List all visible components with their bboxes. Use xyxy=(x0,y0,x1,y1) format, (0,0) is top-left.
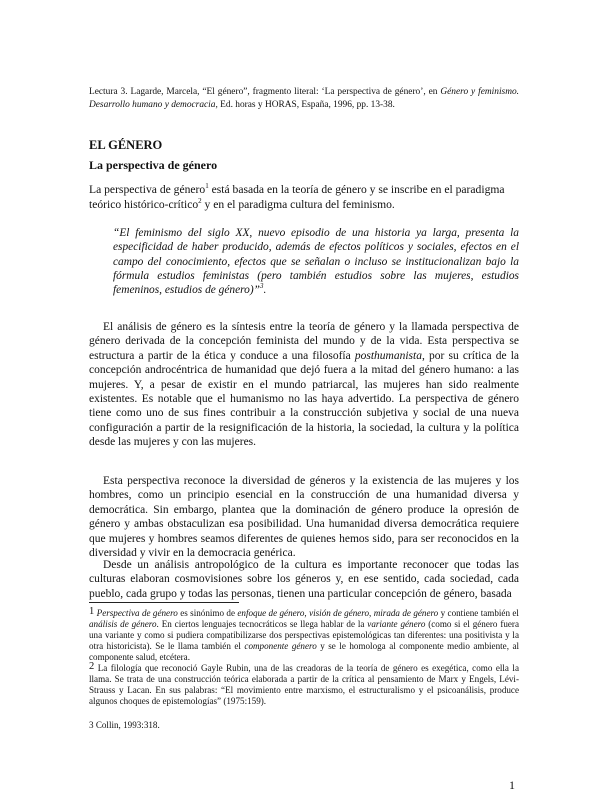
footnote-ref-3: 3 xyxy=(260,282,264,291)
body-paragraph-2: Esta perspectiva reconoce la diversidad de géneros y la existencia de las mujeres y los hombres, como un principio esencial en la construcción de una humanidad diversa y democrática. Sin embargo, plantea que la dominación de género produce la opresión de género y ambas obstaculizan esa posibilidad. Una humanidad diversa democrática requiere que mujeres y hombres seamos diferentes de quienes hemos sido, para ser reconocidos en la diversidad y vivir en la democracia genérica. xyxy=(89,475,519,560)
footnote-3: 3 Collin, 1993:318. xyxy=(89,720,160,730)
quote-text: “El feminismo del siglo XX, nuevo episodio de una historia ya larga, presenta la especificidad de haber producido, además de efectos políticos y sociales, efectos en el campo del conocimiento, efectos que se señalan o incluso se institucionalizan bajo la fórmula estudios feministas (pero también estudios sobre las mujeres, estudios femeninos, estudios de género)” xyxy=(113,227,519,297)
footnote-2-mark: 2 xyxy=(89,661,95,672)
intro-paragraph xyxy=(89,183,519,212)
page-number: 1 xyxy=(509,778,515,792)
fn1-text: (como si el género fuera una variante y como si pudiera compatibilizarse dos perspectivas epistemológicas tan diferentes: una positivista y la otra historicista). Se le llama también el xyxy=(89,619,519,652)
p1-text-b: , por su crítica de la concepción androcéntrica de humanidad que dejó fuera a la mitad del género humano: a las mujeres. Y, a pesar de existir en el mundo patriarcal, las mujeres han sido realmente existentes. Es notable que el humanismo no las haya advertido. La perspectiva de género tiene como uno de sus fines contribuir a la construcción subjetiva y social de una nueva configuración a partir de la resignificación de la historia, la sociedad, la cultura y la política desde las mujeres y con las mujeres. xyxy=(89,349,520,449)
body-paragraph-3: Desde un análisis antropológico de la cultura es importante reconocer que todas las culturas elaboran cosmovisiones sobre los géneros y, en ese sentido, cada sociedad, cada pueblo, cada grupo y todas las personas, tienen una particular concepción de género, basada xyxy=(89,559,519,600)
intro-text-1: La perspectiva de género xyxy=(89,183,206,196)
fn1-text: es sinónimo de xyxy=(177,608,238,618)
fn1-term: análisis de género xyxy=(89,619,157,630)
intro-text-2: está basada en la teoría de género y se inscribe en el paradigma teórico histórico-crítico xyxy=(89,183,505,211)
citation-suffix: Ed. horas y HORAS, España, 1996, pp. 13-38. xyxy=(217,100,395,110)
footnote-1 xyxy=(89,606,519,663)
quote-end: . xyxy=(263,284,267,297)
footnote-ref-1: 1 xyxy=(205,182,209,191)
fn1-text: y se le homologa al componente medio ambiente, al componente salud, etcétera. xyxy=(89,641,520,663)
fn1-term: visión de género xyxy=(309,608,370,618)
section-heading: EL GÉNERO xyxy=(89,138,163,152)
fn1-term: mirada de género xyxy=(373,608,439,618)
section-subheading: La perspectiva de género xyxy=(89,158,218,172)
block-quote xyxy=(113,226,519,297)
footnote-2-text: La filología que reconoció Gayle Rubin, una de las creadoras de la teoría de género es exegética, como ella la llama. Se trata de una construcción teórica elaborada a partir de la crítica al pensamiento de Marx y Engels, Lévi-Strauss y Lacan. En sus palabras: “El movimiento entre marxismo, el estructuralismo y el psicoanálisis, produce algunos choques de epistemologías” (1975:159). xyxy=(89,663,519,707)
reading-citation xyxy=(89,86,519,112)
body-paragraph-1 xyxy=(89,320,519,450)
fn1-text: , xyxy=(304,608,310,618)
p1-emphasis: posthumanista xyxy=(354,349,422,362)
fn1-term: variante género xyxy=(367,619,426,630)
fn1-text: . En ciertos lenguajes tecnocráticos se llega hablar de la xyxy=(156,619,368,630)
p1-text-a: El análisis de género es la síntesis entre la teoría de género y la llamada perspectiva de género derivada de la concepción feminista del mundo y de la vida. Esta perspectiva se estructura a partir de la ética y conduce a una filosofía xyxy=(89,321,519,362)
footnote-separator xyxy=(89,602,239,603)
footnote-2 xyxy=(89,661,519,707)
fn1-text: , xyxy=(369,608,374,618)
fn1-term: componente género xyxy=(244,641,317,652)
footnote-1-mark: 1 xyxy=(89,606,95,617)
citation-prefix: Lectura 3. Lagarde, Marcela, “El género”, fragmento literal: ‘La perspectiva de género’, en xyxy=(89,87,441,97)
fn1-text: y contiene también el xyxy=(438,608,519,618)
fn1-term: Perspectiva de género xyxy=(96,608,178,618)
fn1-term: enfoque de género xyxy=(237,608,305,618)
footnote-ref-2: 2 xyxy=(198,196,202,205)
citation-book-title: Género y feminismo. Desarrollo humano y democracia, xyxy=(89,87,519,110)
intro-text-3: y en el paradigma cultura del feminismo. xyxy=(201,197,395,211)
